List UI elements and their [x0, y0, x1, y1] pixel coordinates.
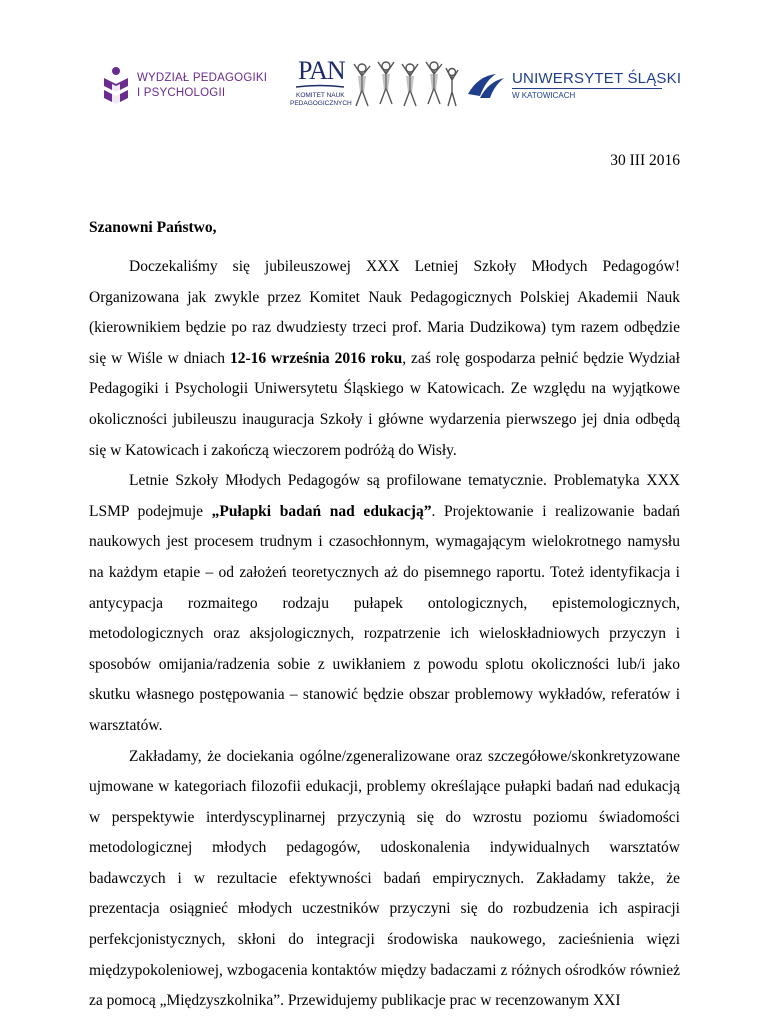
pan-swoosh-icon: [296, 84, 344, 90]
letter-body: [89, 252, 680, 1017]
paragraph-1: [89, 252, 680, 466]
university-logo: [466, 70, 681, 101]
pan-logo: [288, 56, 358, 112]
paragraph-3: Zakładamy, że dociekania ogólne/zgeneralizowane oraz szczegółowe/skonkretyzowane ujmowane w kategoriach filozofii edukacji, problemy określające pułapki badań nad edukacją w perspektywie interdyscyplinarnej przyczynią się do wzrostu poziomu świadomości metodologicznej młodych pedagogów, udoskonalenia indywidualnych warsztatów badawczych i w rezultacie efektywności badań empirycznych. Zakładamy także, że prezentacja osiągnieć młodych uczestników przyczyni się do rozbudzenia ich aspiracji perfekcjonistycznych, skłoni do integracji środowiska naukowego, zacieśnienia więzi międzypokoleniowej, wzbogacenia kontaktów między badaczami z różnych ośrodków również za pomocą „Międzyszkolnika”. Przewidujemy publikacje prac w recenzowanym XXI: [89, 747, 680, 1010]
university-logo-line1: UNIWERSYTET ŚLĄSKI: [512, 70, 682, 87]
pan-logo-line2: PEDAGOGICZNYCH: [290, 100, 352, 107]
faculty-emblem-icon: [103, 66, 129, 106]
paragraph-2-text-a: Letnie Szkoły Młodych Pedagogów są profilowane tematycznie. Problematyka XXX LSMP podejmuje: [89, 472, 680, 520]
paragraph-1-text-b: , zaś rolę gospodarza pełnić będzie Wydział Pedagogiki i Psychologii Uniwersytetu Śląskiego w Katowicach. Ze względu na wyjątkowe okoliczności jubileuszu inauguracja Szkoły i główne wydarzenia pierwszego jej dnia odbędą się w Katowicach i zakończą wieczorem podróżą do Wisły.: [89, 349, 680, 459]
pan-logo-title: PAN: [298, 56, 345, 85]
pan-logo-line1: KOMITET NAUK: [296, 92, 345, 99]
university-emblem-icon: [466, 70, 506, 100]
faculty-logo-line1: WYDZIAŁ PEDAGOGIKI: [137, 72, 268, 84]
paragraph-1-dates: 12-16 września 2016 roku: [230, 349, 403, 367]
university-logo-line2: W KATOWICACH: [512, 91, 576, 100]
letter-date: 30 III 2016: [610, 152, 680, 169]
paragraph-2: [89, 466, 680, 741]
dancing-figures-icon: [350, 58, 460, 110]
paragraph-2-theme: „Pułapki badań nad edukacją”: [211, 502, 432, 520]
paragraph-1-text-a: Doczekaliśmy się jubileuszowej XXX Letniej Szkoły Młodych Pedagogów! Organizowana jak zwykle przez Komitet Nauk Pedagogicznych Polskiej Akademii Nauk (kierownikiem będzie po raz dwudziesty trzeci prof. Maria Dudzikowa) tym razem odbędzie się w Wiśle w dniach: [89, 258, 680, 367]
faculty-logo: [103, 66, 267, 106]
university-logo-rule: [512, 88, 662, 89]
faculty-logo-line2: I PSYCHOLOGII: [137, 87, 226, 99]
paragraph-2-text-b: . Projektowanie i realizowanie badań naukowych jest procesem trudnym i czasochłonnym, wymagającym wielokrotnego namysłu na każdym etapie – od założeń teoretycznych aż do pisemnego raportu. Toteż identyfikacja i antycypacja rozmaitego rodzaju pułapek ontologicznych, epistemologicznych, metodologicznych oraz aksjologicznych, rozpatrzenie ich wieloskładniowych przyczyn i sposobów omijania/radzenia sobie z uwikłaniem z powodu splotu okoliczności lub/i jako skutku własnego postępowania – stanowić będzie obszar problemowy wykładów, referatów i warsztatów.: [89, 502, 680, 734]
letter-salutation: Szanowni Państwo,: [89, 219, 217, 236]
